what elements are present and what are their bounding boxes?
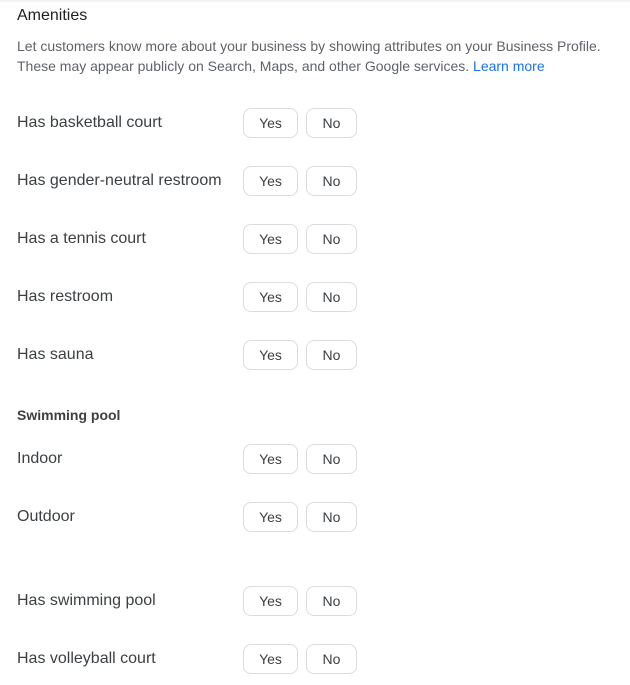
attribute-label: Outdoor [17,508,75,525]
attribute-row-outdoor-pool [0,502,630,534]
no-button[interactable]: No [306,224,357,254]
yes-button[interactable]: Yes [243,586,298,616]
attribute-label: Has volleyball court [17,650,156,667]
no-button[interactable]: No [306,586,357,616]
yes-button[interactable]: Yes [243,502,298,532]
attribute-row-tennis-court [0,224,630,256]
yes-button[interactable]: Yes [243,644,298,674]
attribute-row-volleyball-court [0,644,630,676]
attribute-label: Has a tennis court [17,230,146,247]
swimming-pool-heading: Swimming pool [17,407,121,423]
attribute-row-sauna [0,340,630,372]
attribute-label: Indoor [17,450,63,467]
attribute-label: Has gender-neutral restroom [17,172,222,189]
yes-button[interactable]: Yes [243,282,298,312]
section-description [17,36,627,76]
attribute-row-basketball-court [0,108,630,140]
no-button[interactable]: No [306,166,357,196]
no-button[interactable]: No [306,502,357,532]
no-button[interactable]: No [306,340,357,370]
yes-button[interactable]: Yes [243,108,298,138]
attribute-label: Has restroom [17,288,114,305]
no-button[interactable]: No [306,444,357,474]
attribute-row-swimming-pool [0,586,630,618]
no-button[interactable]: No [306,644,357,674]
no-button[interactable]: No [306,282,357,312]
attribute-label: Has swimming pool [17,592,156,609]
description-text: Let customers know more about your business by showing attributes on your Business Profile. These may appear publicly on Search, Maps, and other Google services. [17,38,601,74]
yes-button[interactable]: Yes [243,166,298,196]
learn-more-link[interactable]: Learn more [473,58,545,74]
attribute-label: Has sauna [17,346,94,363]
attribute-row-restroom [0,282,630,314]
yes-button[interactable]: Yes [243,444,298,474]
attribute-row-gender-neutral-restroom [0,166,630,198]
section-title: Amenities [17,7,88,24]
no-button[interactable]: No [306,108,357,138]
attribute-row-indoor-pool [0,444,630,476]
top-divider-shadow [0,0,630,3]
yes-button[interactable]: Yes [243,340,298,370]
attribute-label: Has basketball court [17,114,162,131]
yes-button[interactable]: Yes [243,224,298,254]
